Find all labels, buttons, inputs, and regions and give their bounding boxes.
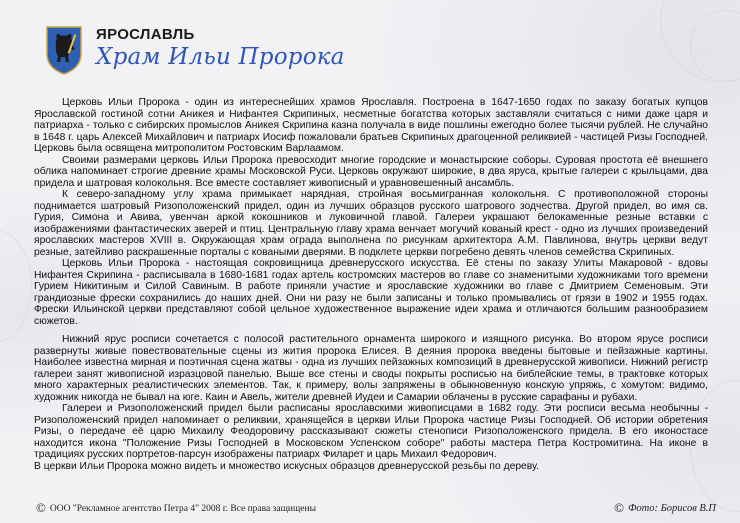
article-body [34, 97, 708, 472]
paragraph: К северо-западному углу храма примыкает нарядная, стройная восьмигранная колокольня. С противоположной стороны поднимается шатровый Ризоположенский придел, один из лучших образцов русского шатрового зодчества. Другой придел, во имя св. Гурия, Симона и Авива, увенчан аркой кокошников и луковичной главой. Галереи украшают белокаменные резные вставки с изображениями фантастических зверей и птиц. Центральную главу храма венчает могучий кованый крест - одно из лучших произведений ярославских мастеров XVIII в. Окружающая храм ограда выполнена по рисункам архитектора А.М. Павлинова, внутрь церкви ведут резные, затейливо раскрашенные порталы с коваными дверями. В подклете церкви погребено девять членов семейства Скрипиных. [34, 189, 708, 258]
photo-credit [614, 500, 716, 516]
header [44, 18, 704, 82]
paragraph: Своими размерами церковь Ильи Пророка превосходит многие городские и монастырские соборы. Суровая простота её внешнего облика напоминает строгие древние храмы Московской Руси. Церковь окружают широкие, в два яруса, крытые галереи с крыльцами, два придела и шатровая колокольня. Все вместе составляет живописный и уравновешенный ансамбль. [34, 154, 708, 189]
decorative-swirl [0, 230, 32, 342]
footer [36, 500, 716, 516]
publisher-text: ООО "Рекламное агентство Петра 4" 2008 г. Все права защищены [49, 504, 316, 514]
paragraph: Церковь Ильи Пророка - один из интереснейших храмов Ярославля. Построена в 1647-1650 годах по заказу богатых купцов Ярославской гостиной сотни Аникея и Нифантея Скрипиных, несметные богатства которых заставляли считаться с ними даже царя и патриарха - только с сибирских промыслов Аникея Скрипина казна получала в виде пошлины ежегодно более тысячи рублей. Не случайно в 1648 г. царь Алексей Михайлович и патриарх Иосиф пожаловали братьев Скрипиных драгоценной реликвией - частицей Ризы Господней. Церковь была освящена митрополитом Ростовским Варлаамом. [34, 97, 708, 154]
paragraph: Нижний ярус росписи сочетается с полосой растительного орнамента широкого и изящного рисунка. Во втором ярусе росписи развернуты живые повествовательные сцены из жития пророка Елисея. В деяния пророка введены бытовые и пейзажные картины. Наиболее известна мирная и поэтичная сцена жатвы - одна из лучших пейзажных композиций в древнерусской живописи. Нижний регистр галереи занят живописной изразцовой панелью. Выше все стены и своды покрыты росписью на библейские темы, в трактовке которых много характерных реалистических элементов. Так, к примеру, волы запряжены в обыкновенную конскую упряжь, с хомутом: видимо, художник никогда не бывал на юге. Каин и Авель, жители древней Иудеи и Самарии облачены в русские сарафаны и рубахи. [34, 334, 708, 403]
paragraph: Галереи и Ризоположенский придел были расписаны ярославскими живописцами в 1682 году. Эти росписи весьма необычны - Ризоположенский придел напоминает о реликвии, хранящейся в церкви Ильи Пророка частице Ризы Господней. Об истории обретения Ризы, о передаче её царю Михаилу Феодоровичу рассказывают сюжеты стенописи Ризоположенского придела. В его иконостасе находится икона "Положение Ризы Господней в Московском Успенском соборе" работы мастера Петра Костромитина. На иконе в традициях русских портретов-парсун изображены патриарх Филарет и царь Михаил Федорович. [34, 403, 708, 460]
paragraph: В церкви Ильи Пророка можно видеть и множество искусных образцов древнерусской резьбы по дереву. [34, 460, 539, 472]
copyright-icon: © [614, 500, 624, 515]
copyright-icon: © [36, 500, 46, 515]
publisher-copyright [36, 500, 316, 516]
yaroslavl-bear-crest-icon [44, 24, 84, 76]
paragraph: Церковь Ильи Пророка - настоящая сокровищница древнерусского искусства. Её стены по заказу Улиты Макаровой - вдовы Нифантея Скрипина - расписывала в 1680-1681 годах артель костромских мастеров во главе со знаменитыми художниками того времени Гурием Никитиным и Силой Савиным. В работе приняли участие и ярославские художники во главе с Дмитрием Семеновым. Эти грандиозные фрески сохранились до наших дней. Они ни разу не были записаны и только промывались от грязи в 1902 и 1955 годах. Фрески Ильинской церкви представляют собой цельное художественное выражение идеи храма и отличаются большим разнообразием сюжетов. [34, 258, 708, 327]
city-name: ЯРОСЛАВЛЬ [96, 26, 195, 43]
page-title: Храм Ильи Пророка [96, 44, 345, 70]
photo-credit-text: Фото: Борисов В.П [627, 503, 716, 514]
